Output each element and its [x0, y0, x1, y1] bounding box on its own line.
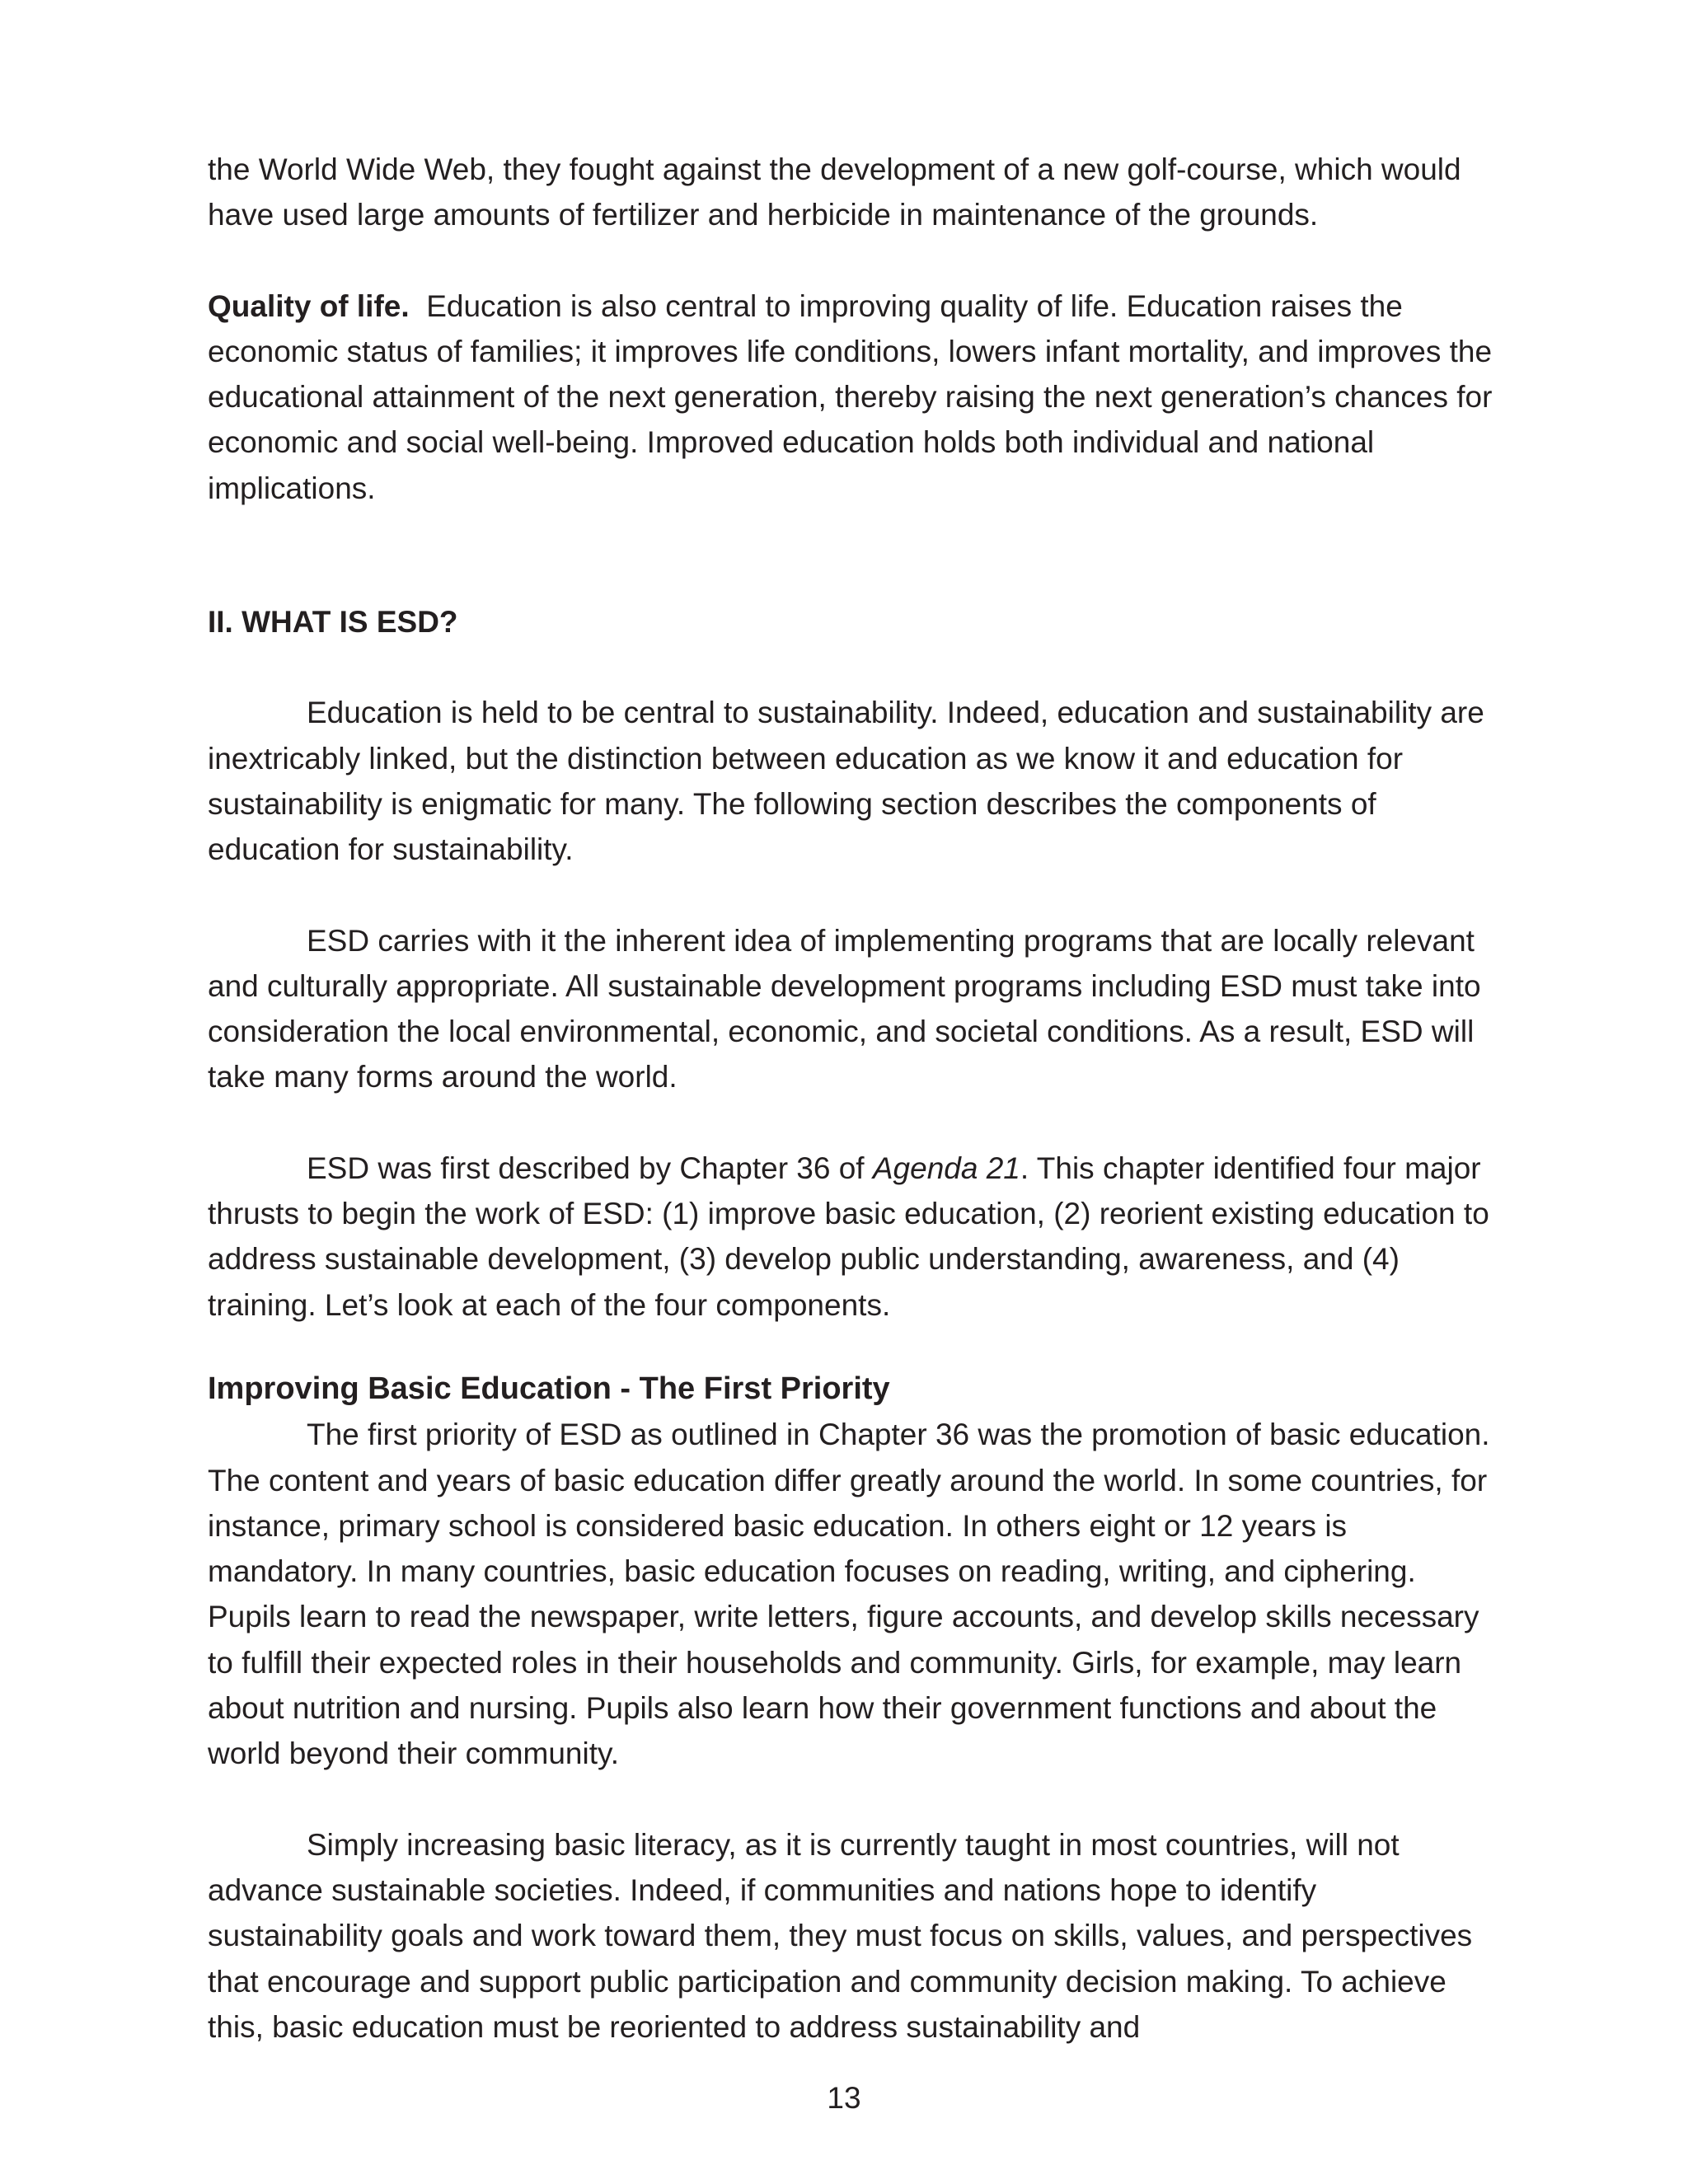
paragraph-esd-local: ESD carries with it the inherent idea of implementing programs that are locally relevant and culturally appropriate. All sustainable development programs including ESD must take into consideration the local environmental, economic, and societal conditions. As a result, ESD will take many forms around the world. — [208, 923, 1481, 1094]
agenda-21-post: . This chapter identified four major thrusts to begin the work of ESD: (1) improve basic education, (2) reorient existing education to address sustainable development, (3) develop public understanding, awareness, and (4) training. Let’s look at each of the four components. — [208, 1151, 1489, 1322]
paragraph-basic-literacy: Simply increasing basic literacy, as it is currently taught in most countries, will not advance sustainable societies. Indeed, if communities and nations hope to identify sustainability goals and work toward them, they must focus on skills, values, and perspectives that encourage and support public participation and community decision making. To achieve this, basic education must be reoriented to address sustainability and — [208, 1827, 1473, 2044]
subheading-basic-education: Improving Basic Education - The First Priority — [208, 1371, 890, 1406]
paragraph-continuation: the World Wide Web, they fought against the development of a new golf-course, which would have used large amounts of fertilizer and herbicide in maintenance of the grounds. — [208, 152, 1461, 232]
quality-of-life-lead: Quality of life. — [208, 288, 410, 323]
document-page — [208, 147, 1493, 2050]
agenda-21-pre: ESD was first described by Chapter 36 of — [307, 1151, 873, 1185]
page-number: 13 — [827, 2081, 861, 2115]
paragraph-first-priority: The first priority of ESD as outlined in Chapter 36 was the promotion of basic education. The content and years of basic education differ greatly around the world. In some countries, for instance, primary school is considered basic education. In others eight or 12 years is mandatory. In many countries, basic education focuses on reading, writing, and ciphering. Pupils learn to read the newspaper, write letters, figure accounts, and develop skills necessary to fulfill their expected roles in their households and community. Girls, for example, may learn about nutrition and nursing. Pupils also learn how their government functions and about the world beyond their community. — [208, 1418, 1490, 1771]
paragraph-quality-of-life — [208, 284, 1493, 511]
quality-of-life-body: Education is also central to improving quality of life. Education raises the economic status of families; it improves life conditions, lowers infant mortality, and improves the educational attainment of the next generation, thereby raising the next generation’s chances for economic and social well-being. Improved education holds both individual and national implications. — [208, 288, 1493, 505]
section-heading: II. WHAT IS ESD? — [208, 605, 458, 640]
agenda-21-italic: Agenda 21 — [872, 1151, 1020, 1185]
paragraph-agenda-21 — [208, 1146, 1493, 1328]
paragraph-esd-intro: Education is held to be central to sustainability. Indeed, education and sustainability are inextricably linked, but the distinction between education as we know it and education for sustainability is enigmatic for many. The following section describes the components of education for sustainability. — [208, 696, 1484, 867]
